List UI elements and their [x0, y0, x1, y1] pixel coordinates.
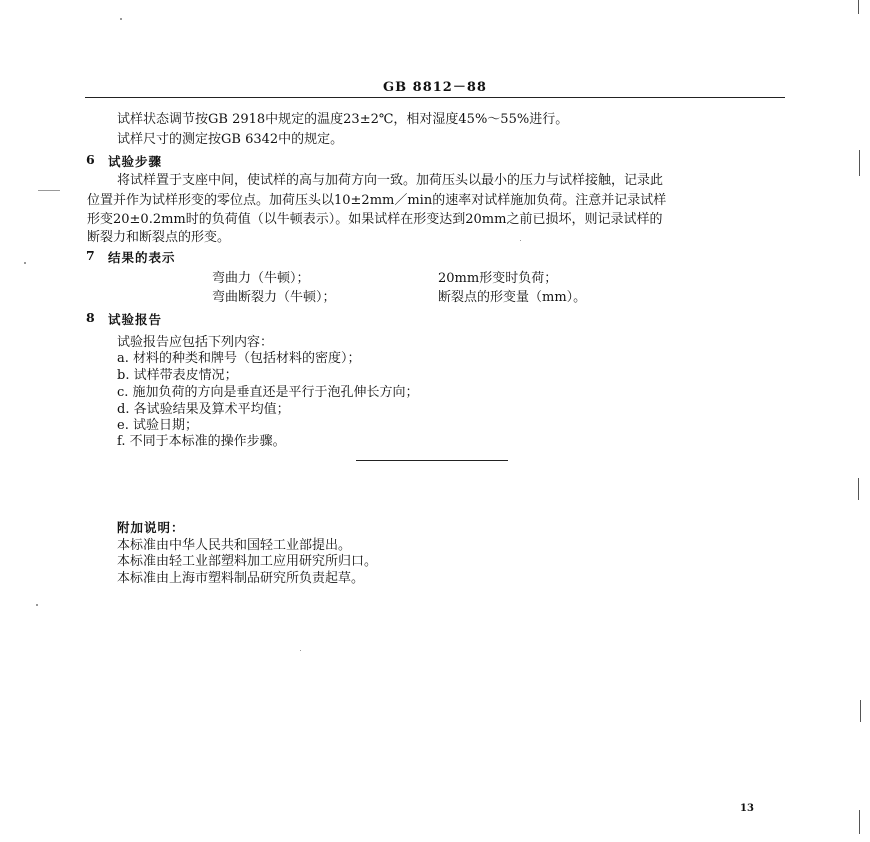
section-6-line-2: 位置并作为试样形变的零位点。加荷压头以10±2mm／min的速率对试样施加负荷。注意并记录试样	[87, 193, 667, 208]
section-6-line-1: 将试样置于支座中间，使试样的高与加荷方向一致。加荷压头以最小的压力与试样接触，记录此	[117, 173, 664, 188]
scan-edge-mark	[858, 0, 859, 14]
appendix-line-2: 本标准由轻工业部塑料加工应用研究所归口。	[117, 554, 378, 569]
result-item-load-at-20mm: 20mm形变时负荷；	[438, 271, 558, 286]
intro-line-2: 试样尺寸的测定按GB 6342中的规定。	[117, 132, 344, 147]
header-rule	[85, 97, 785, 98]
report-item-c: c. 施加负荷的方向是垂直还是平行于泡孔伸长方向；	[117, 385, 419, 400]
section-6-title: 试验步骤	[108, 154, 163, 169]
intro-line-1: 试样状态调节按GB 2918中规定的温度23±2℃，相对湿度45%～55%进行。	[117, 112, 569, 127]
appendix-line-3: 本标准由上海市塑料制品研究所负责起草。	[117, 571, 365, 586]
standard-code-header: GB 8812－88	[383, 80, 487, 95]
scan-edge-mark	[860, 700, 861, 722]
end-of-text-rule	[356, 460, 508, 461]
result-item-bending-force: 弯曲力（牛顿）；	[212, 271, 310, 286]
scan-speck	[520, 240, 521, 241]
report-item-b: b. 试样带表皮情况；	[117, 368, 238, 383]
report-intro: 试验报告应包括下列内容：	[117, 335, 274, 350]
scan-speck	[120, 18, 122, 20]
appendix-title: 附加说明：	[117, 520, 185, 535]
section-6-line-3: 形变20±0.2mm时的负荷值（以牛顿表示）。如果试样在形变达到20mm之前已损坏，则记录试样的	[87, 212, 663, 227]
page-number: 13	[740, 803, 754, 814]
section-7-number: 7	[86, 248, 95, 263]
report-item-e: e. 试验日期；	[117, 418, 198, 433]
report-item-f: f. 不同于本标准的操作步骤。	[117, 434, 286, 449]
scan-speck	[300, 650, 301, 651]
scan-speck	[36, 604, 38, 606]
scan-edge-mark	[859, 810, 860, 834]
report-item-a: a. 材料的种类和牌号（包括材料的密度）；	[117, 351, 361, 366]
section-6-number: 6	[86, 152, 95, 167]
scan-edge-mark	[859, 150, 860, 176]
section-6-line-4: 断裂力和断裂点的形变。	[87, 230, 231, 245]
section-7-title: 结果的表示	[108, 250, 176, 265]
scan-edge-mark	[38, 190, 60, 191]
report-item-d: d. 各试验结果及算术平均值；	[117, 402, 290, 417]
section-8-title: 试验报告	[108, 312, 163, 327]
result-item-breaking-force: 弯曲断裂力（牛顿）；	[212, 290, 336, 305]
appendix-line-1: 本标准由中华人民共和国轻工业部提出。	[117, 538, 352, 553]
scan-edge-mark	[858, 478, 859, 500]
section-8-number: 8	[86, 310, 95, 325]
result-item-break-deformation: 断裂点的形变量（mm）。	[438, 290, 587, 305]
scan-speck	[24, 262, 26, 264]
